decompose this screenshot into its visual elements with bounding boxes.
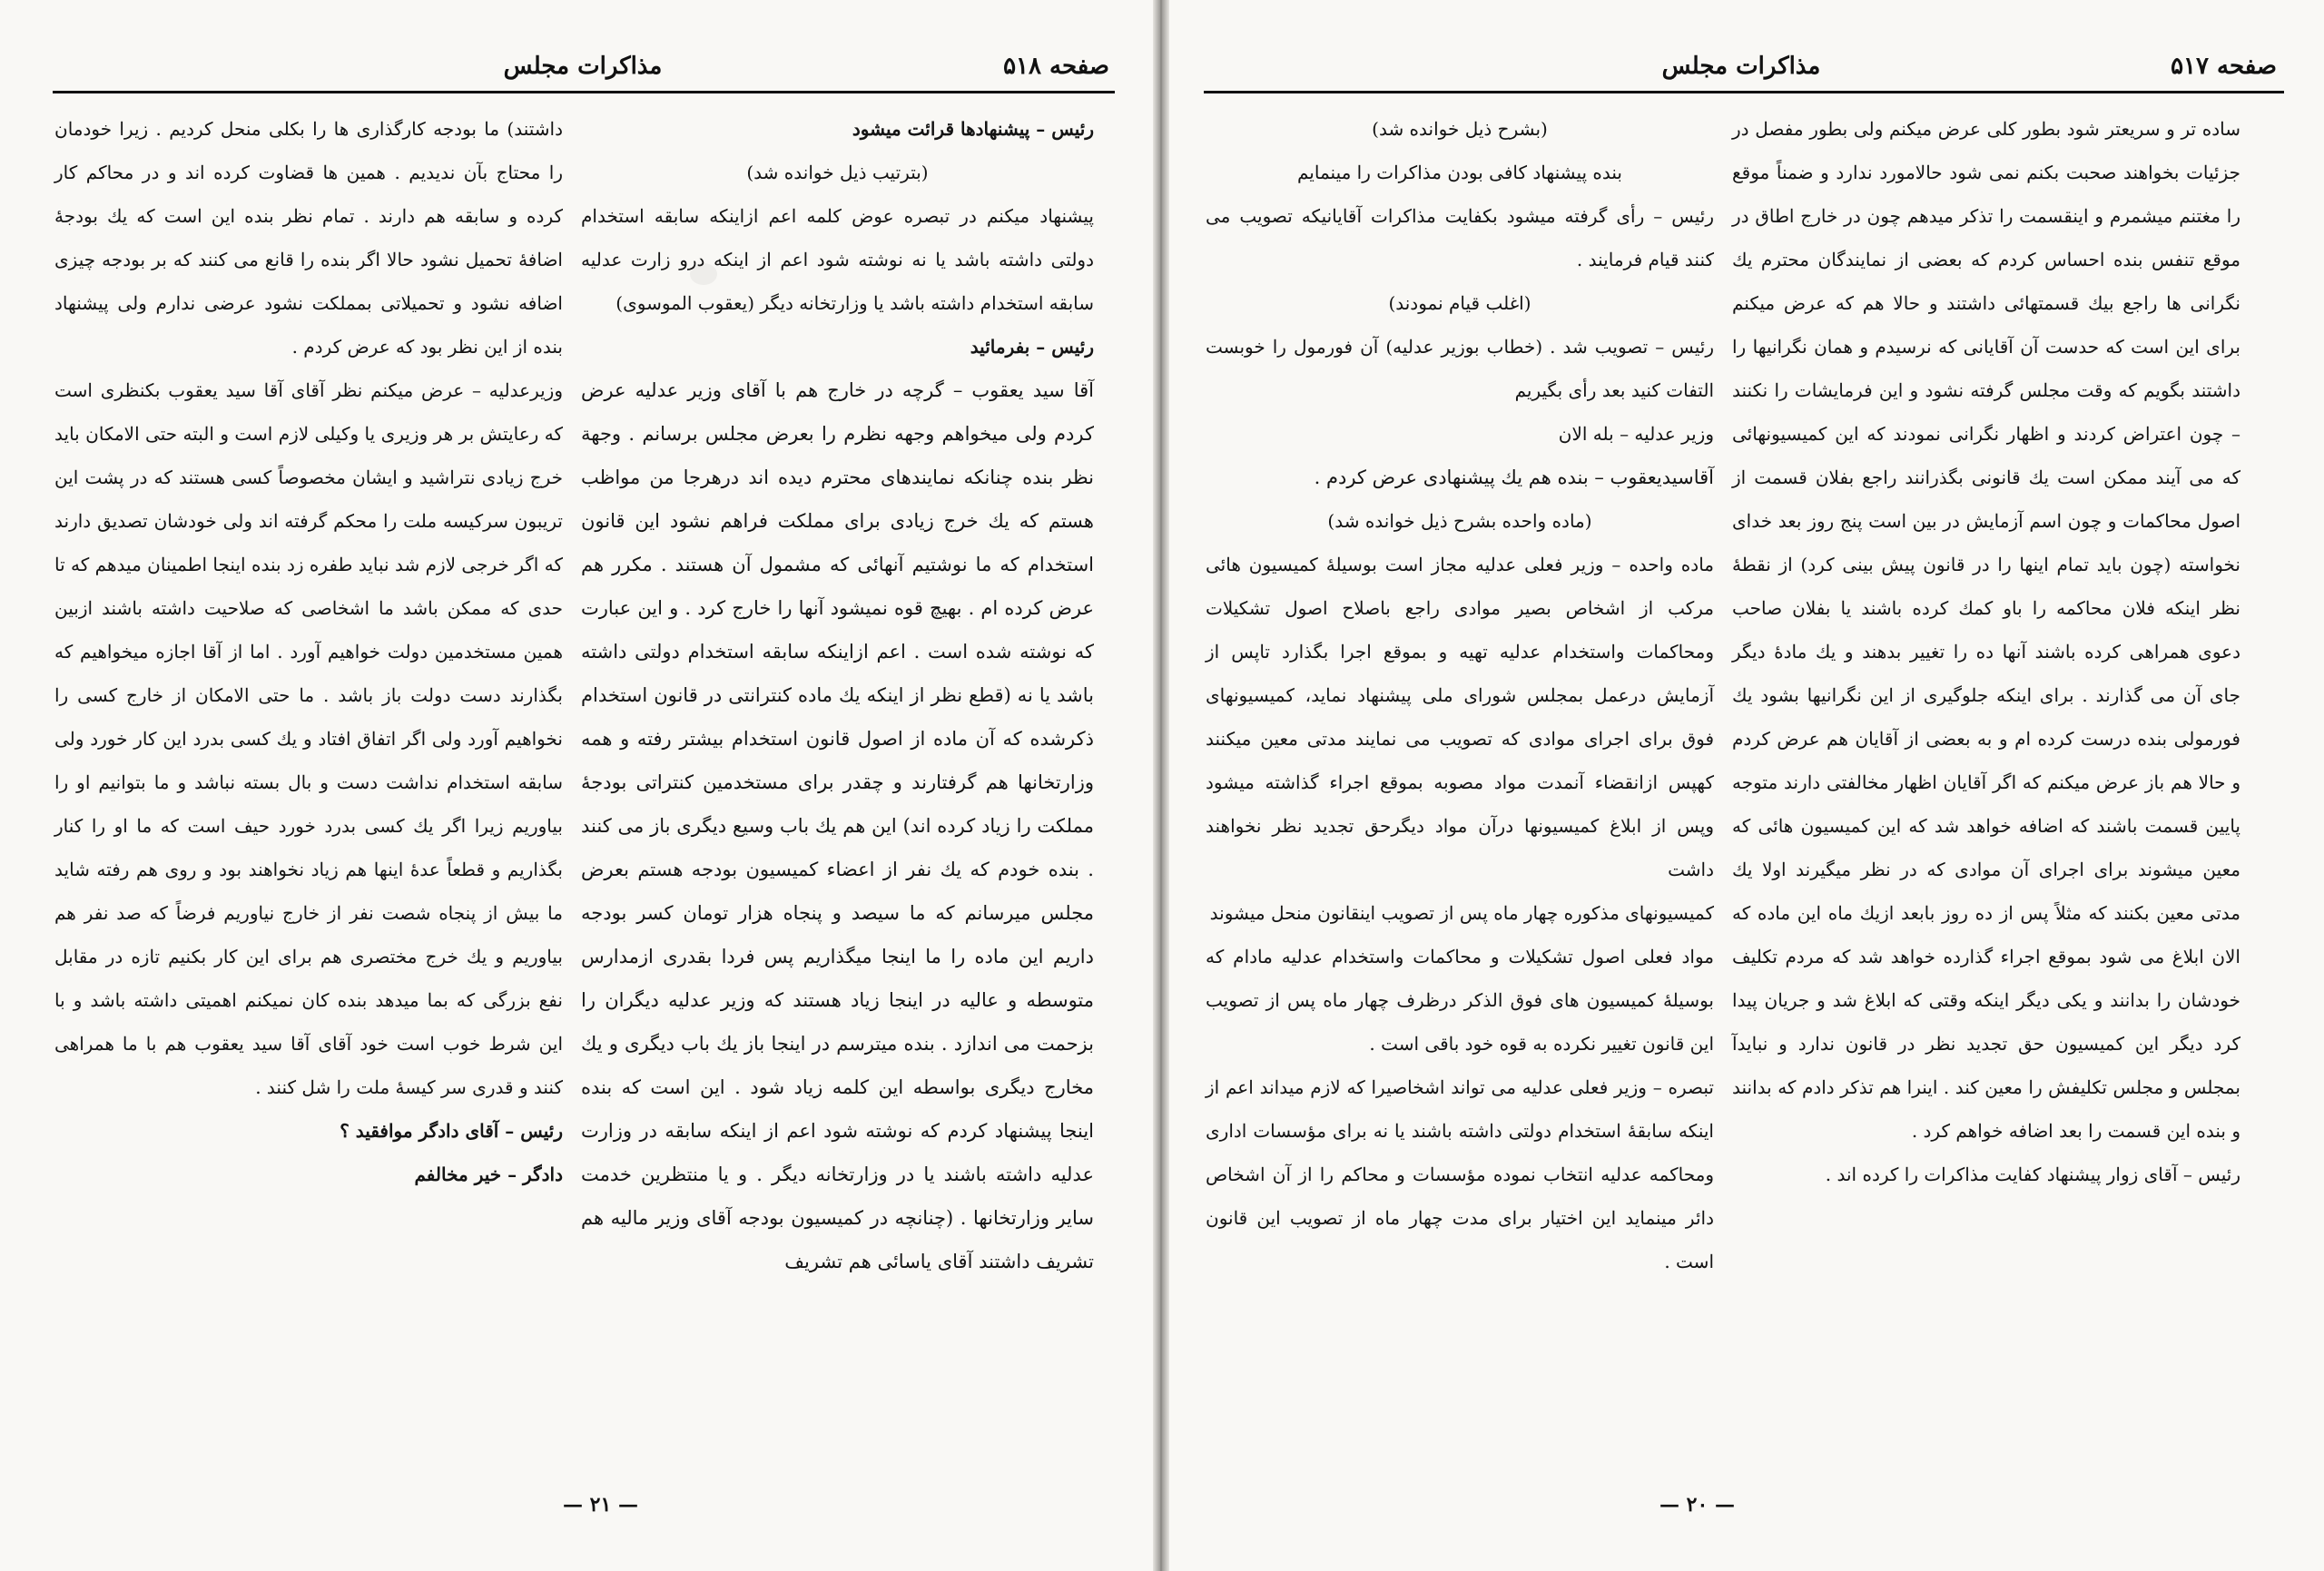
- paragraph: پیشنهاد میکنم در تبصره عوض کلمه اعم ازاینکه سابقه استخدام دولتی داشته باشد یا نه نوشته شود اعم از اینکه درو زارت عدلیه سابقه استخدام داشته باشد یا وزارتخانه دیگر (یعقوب الموسوی): [581, 205, 1094, 314]
- paragraph: رئیس – بفرمائید: [970, 336, 1094, 358]
- paragraph: رئیس – تصویب شد . (خطاب بوزیر عدلیه) آن فورمول را خوبست التفات کنید بعد رأی بگیریم: [1206, 336, 1714, 401]
- paragraph: آقا سید یعقوب – گرچه در خارج هم با آقای وزیر عدلیه عرض کردم ولی میخواهم وجهه نظرم را بعرض مجلس برسانم . وجهة نظر بنده چنانکه نمایندهای محترم دیده اند درهرجا من مواظب هستم که یك خرج زیادی برای مملکت فراهم نشود این قانون استخدام که ما نوشتیم آنهائی که مشمول آن هستند . مکرر هم عرض کرده ام . بهیچ قوه نمیشود آنها را خارج کرد . و این عبارت که نوشته شده است . اعم ازاینکه سابقه استخدام دولتی داشته باشد یا نه (قطع نظر از اینکه یك ماده کنترانتی در قانون استخدام ذکرشده که آن ماده از اصول قانون استخدام بیشتر رفته و همه وزارتخانها هم گرفتارند و چقدر برای مستخدمین کنتراتی بودجهٔ مملکت را زیاد کرده اند) این هم یك باب وسیع دیگری باز می کنند . بنده خودم که یك نفر از اعضاء کمیسیون بودجه هستم بعرض مجلس میرسانم که ما سیصد و پنجاه هزار تومان کسر بودجه داریم این ماده را ما اینجا میگذاریم پس فردا بقدری ازمدارس متوسطه و عالیه در اینجا زیاد هستند که وزیر عدلیه دیگران را بزحمت می اندازد . بنده میترسم در اینجا باز یك باب دیگری و یك مخارج دیگری بواسطه این کلمه زیاد شود . این است که بنده اینجا پیشنهاد کردم که نوشته شود اعم از اینکه سابقه در وزارت عدلیه داشته باشند یا در وزارتخانه دیگر . و یا منتظرین خدمت سایر وزارتخانها . (چنانچه در کمیسیون بودجه آقای وزیر مالیه هم تشریف داشتند آقای یاسائی هم تشریف: [581, 379, 1094, 1272]
- left-column-right-side: [581, 107, 1094, 1283]
- paragraph: بنده پیشنهاد کافی بودن مذاکرات را مینمایم: [1297, 162, 1622, 183]
- book-gutter: [1153, 0, 1169, 1571]
- right-journal-title: مذاکرات مجلس: [1661, 53, 1821, 80]
- paragraph: مواد فعلی اصول تشکیلات و محاکمات واستخدام عدلیه مادام که بوسیلهٔ کمیسیون های فوق الذکر درظرف چهار ماه پس از تصویب این قانون تغییر نکرده به قوه خود باقی است .: [1206, 946, 1714, 1055]
- left-journal-title: مذاکرات مجلس: [503, 53, 663, 80]
- paragraph: ساده تر و سریعتر شود بطور کلی عرض میکنم ولی بطور مفصل در جزئیات بخواهند صحبت بکنم نمی شود حالامورد ندارد و ضمناً موقع را مغتنم میشمرم و اینقسمت را تذکر میدهم چون در خارج اطاق در موقع تنفس بنده احساس کردم که بعضی از نمایندگان محترم یك نگرانی ها راجع بیك قسمتهائی داشتند و حالا هم که عرض میکنم برای این است که حدست آن آقایانی که نرسیدم و همان نگرانیها را داشتند بگویم که وقت مجلس گرفته نشود و این فرمایشات را نکنند – چون اعتراض کردند و اظهار نگرانی نمودند که این کمیسیونهائی که می آیند ممکن است یك قانونی بگذرانند راجع بفلان قسمت از اصول محاکمات و چون اسم آزمایش در بین است پنج روز بعد خدای نخواسته (چون باید تمام اینها را در قانون پیش بینی کرد) از نقطهٔ نظر اینکه فلان محاکمه را باو کمك کرده باشند یا بفلان صاحب دعوی همراهی کرده باشند آنها ده را تغییر بدهند و یك مادهٔ دیگر جای آن می گذارند . برای اینکه جلوگیری از این نگرانیها بشود یك فورمولی بنده درست کرده ام و به بعضی از آقایان هم عرض کردم و حالا هم باز عرض میکنم که اگر آقایان اظهار مخالفتی دارند متوجه پایین قسمت باشند که اضافه خواهد شد که این کمیسیون هائی که معین میشوند برای اجرای آن موادی که در نظر میگیرند اولا یك مدتی معین بکنند که مثلاً پس از ده روز بابعد ازیك ماه این ماده که الان ابلاغ می شود بموقع اجراء گذارده خواهد شد که مردم تکلیف خودشان را بدانند و یکی دیگر اینکه وقتی که ابلاغ شد و جریان پیدا کرد دیگر این کمیسیون حق تجدید نظر در قانون ندارد و نبایدآ بمجلس و مجلس تکلیفش را معین کند . اینرا هم تذکر دادم که بدانند و بنده این قسمت را بعد اضافه خواهم کرد .: [1732, 118, 2240, 1142]
- paragraph: (اغلب قیام نمودند): [1388, 292, 1531, 314]
- right-page-header: [1206, 53, 2277, 91]
- right-header-rule: [1204, 91, 2284, 93]
- paragraph: وزیر عدلیه – بله الان: [1558, 423, 1714, 445]
- right-page: [1169, 0, 2324, 1571]
- paragraph: داشتند) ما بودجه کارگذاری ها را بکلی منحل کردیم . زیرا خودمان را محتاج بآن ندیدیم . همین ها قضاوت کرده اند و در محاکم کار کرده و سابقه هم دارند . تمام نظر بنده این است که یك بودجهٔ اضافهٔ تحمیل نشود حالا اگر بنده را قانع می کنند که بر بودجه چیزی اضافه نشود و تحمیلاتی بمملکت نشود عرضی ندارم ولی پیشنهاد بنده از این نظر بود که عرض کردم .: [54, 118, 563, 358]
- paragraph: ماده واحده – وزیر فعلی عدلیه مجاز است بوسیلهٔ کمیسیون هائی مرکب از اشخاص بصیر موادی راجع باصلاح اصول تشکیلات ومحاکمات واستخدام عدلیه تهیه و بموقع اجرا بگذارد تاپس از آزمایش درعمل بمجلس شورای ملی پیشنهاد نماید، کمیسیونهای فوق برای اجرای موادی که تصویب می نمایند مدتی معین میکنند کهپس ازانقضاء آنمدت مواد مصوبه بموقع اجراء گذاشته میشود وپس از ابلاغ کمیسیونها درآن مواد دیگرحق تجدید نظر نخواهند داشت: [1206, 554, 1714, 880]
- right-folio: — ۲۰ —: [1659, 1493, 1735, 1517]
- left-folio: — ۲۱ —: [563, 1493, 638, 1517]
- right-page-number: صفحه ۵۱۷: [2171, 53, 2277, 80]
- paragraph: (ماده واحده بشرح ذیل خوانده شد): [1327, 510, 1592, 532]
- right-column-left-side: [1206, 107, 1714, 1283]
- paragraph: آقاسیدیعقوب – بنده هم یك پیشنهادی عرض کردم .: [1314, 466, 1714, 488]
- left-page-number: صفحه ۵۱۸: [1003, 53, 1109, 80]
- right-column-right-side: [1732, 107, 2240, 1196]
- left-page-header: [56, 53, 1109, 91]
- paragraph: وزیرعدلیه – عرض میکنم نظر آقای آقا سید یعقوب بکنظری است که رعایتش بر هر وزیری یا وکیلی لازم است و البته حتی الامکان باید خرج زیادی نتراشید و ایشان مخصوصاً کسی هستند که در پشت این تریبون سرکیسه ملت را محکم گرفته اند ولی خودشان تصدیق دارند که اگر خرجی لازم شد نباید طفره زد بنده اینجا اطمینان میدهم که تا حدی که ممکن باشد ما اشخاصی که صلاحیت داشته باشند ازبین همین مستخدمین دولت خواهیم آورد . اما از آقا اجازه میخواهیم که بگذارند دست دولت باز باشد . ما حتی الامکان از خارج کسی را نخواهیم آورد ولی اگر اتفاق افتاد و یك کسی بدرد این کار خورد ولی سابقه استخدام نداشت دست و بال بسته نباشد و ما بتوانیم او را بیاوریم زیرا اگر یك کسی بدرد خورد حیف است که ما او را کنار بگذاریم و قطعاً عدهٔ اینها هم زیاد نخواهند بود و روی هم رفته شاید ما بیش از پنجاه شصت نفر از خارج نیاوریم فرضاً که صد نفر هم بیاوریم و یك خرج مختصری هم برای این کار بکنیم تازه در مقابل نفع بزرگی که بما میدهد بنده کان نمیکنم اهمیتی داشته باشد و با این شرط خوب است خود آقای آقا سید یعقوب هم با ما همراهی کنند و قدری سر کیسهٔ ملت را شل کنند .: [54, 379, 563, 1098]
- paragraph: دادگر – خیر مخالفم: [414, 1164, 563, 1185]
- ink-blot: [690, 263, 717, 285]
- paragraph: تبصره – وزیر فعلی عدلیه می تواند اشخاصیرا که لازم میداند اعم از اینکه سابقهٔ استخدام دولتی داشته باشند یا نه برای مؤسسات اداری ومحاکمه عدلیه انتخاب نموده مؤسسات و محاکم را از آن اشخاص دائر مینماید این اختیار برای مدت چهار ماه از تصویب این قانون است .: [1206, 1076, 1714, 1272]
- paragraph: رئیس – آقای دادگر موافقید ؟: [340, 1120, 563, 1142]
- paragraph: رئیس – پیشنهادها قرائت میشود: [852, 118, 1094, 140]
- paragraph: رئیس – آقای زوار پیشنهاد کفایت مذاکرات را کرده اند .: [1825, 1164, 2240, 1185]
- left-page: [0, 0, 1153, 1571]
- left-header-rule: [53, 91, 1115, 93]
- paragraph: (بشرح ذیل خوانده شد): [1372, 118, 1548, 140]
- paragraph: رئیس – رأی گرفته میشود بکفایت مذاکرات آقایانیکه تصویب می کنند قیام فرمایند .: [1206, 205, 1714, 270]
- paragraph: کمیسیونهای مذکوره چهار ماه پس از تصویب اینقانون منحل میشوند: [1209, 902, 1714, 924]
- left-column-left-side: [54, 107, 563, 1196]
- paragraph: (بترتیب ذیل خوانده شد): [746, 162, 929, 183]
